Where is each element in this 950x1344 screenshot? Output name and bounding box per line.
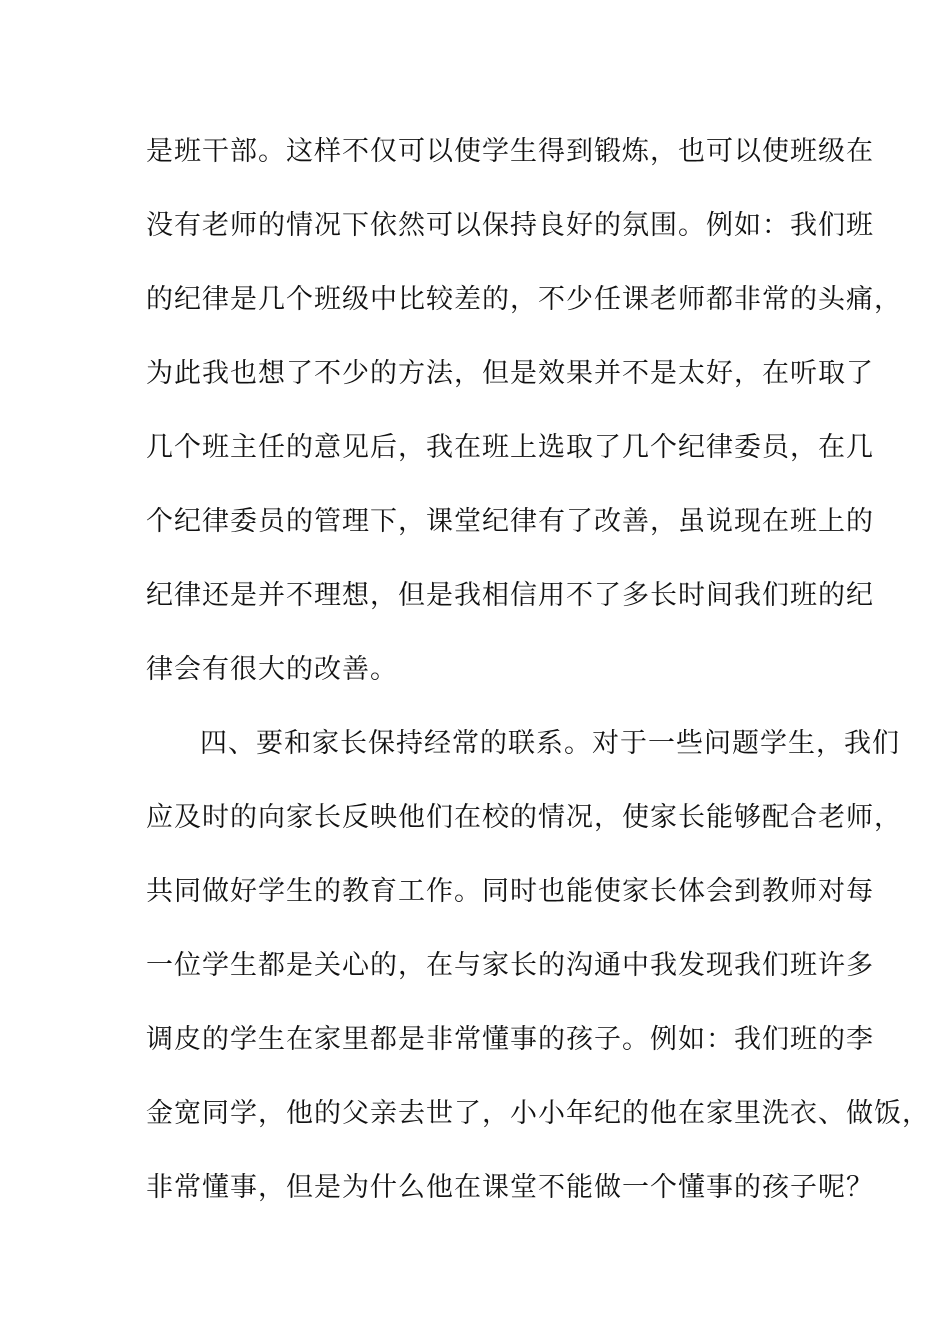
- section-heading-line: 四、要和家长保持经常的联系。对于一些问题学生，我们: [200, 728, 900, 759]
- text-line: 应及时的向家长反映他们在校的情况，使家长能够配合老师，: [146, 802, 902, 833]
- body-text: [146, 132, 930, 1242]
- text-line: 的纪律是几个班级中比较差的，不少任课老师都非常的头痛，: [146, 284, 902, 315]
- text-line: 金宽同学，他的父亲去世了，小小年纪的他在家里洗衣、做饭，: [146, 1098, 930, 1129]
- text-line: 一位学生都是关心的，在与家长的沟通中我发现我们班许多: [146, 950, 874, 981]
- text-line: 是班干部。这样不仅可以使学生得到锻炼，也可以使班级在: [146, 136, 874, 167]
- text-line: 调皮的学生在家里都是非常懂事的孩子。例如：我们班的李: [146, 1024, 874, 1055]
- text-line: 几个班主任的意见后，我在班上选取了几个纪律委员，在几: [146, 432, 874, 463]
- text-line: 为此我也想了不少的方法，但是效果并不是太好，在听取了: [146, 358, 874, 389]
- text-line: 共同做好学生的教育工作。同时也能使家长体会到教师对每: [146, 876, 874, 907]
- text-line: 非常懂事，但是为什么他在课堂不能做一个懂事的孩子呢？: [146, 1172, 874, 1203]
- text-line: 律会有很大的改善。: [146, 654, 398, 685]
- text-line: 没有老师的情况下依然可以保持良好的氛围。例如：我们班: [146, 210, 874, 241]
- text-line: 纪律还是并不理想，但是我相信用不了多长时间我们班的纪: [146, 580, 874, 611]
- text-line: 个纪律委员的管理下，课堂纪律有了改善，虽说现在班上的: [146, 506, 874, 537]
